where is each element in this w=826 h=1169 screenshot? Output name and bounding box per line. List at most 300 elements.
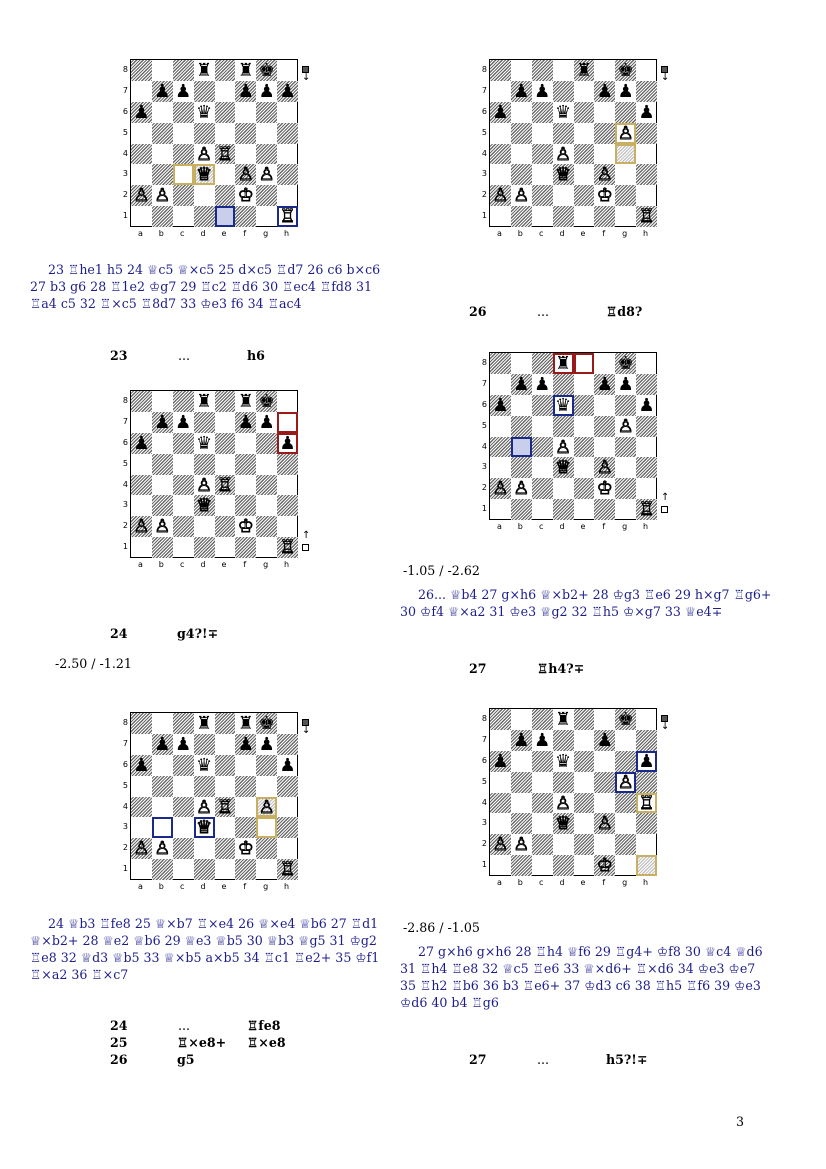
board-square [173, 102, 194, 123]
chess-piece: ♔ [596, 185, 613, 207]
chess-piece: ♟ [596, 373, 613, 395]
board-square [235, 495, 256, 516]
board-square [511, 751, 532, 772]
board-square [152, 391, 173, 412]
board-square [574, 81, 595, 102]
rank-label: 5 [122, 780, 128, 790]
board-square [152, 537, 173, 558]
board-square [131, 123, 152, 144]
board-square [615, 437, 636, 458]
chess-piece: ♙ [554, 436, 572, 458]
chess-piece: ♟ [638, 750, 655, 772]
chess-piece: ♖ [279, 859, 296, 881]
chess-piece: ♙ [617, 771, 634, 793]
board-square [594, 499, 615, 520]
chess-piece: ♕ [554, 457, 572, 479]
board-square [215, 412, 236, 433]
page-number: 3 [736, 1114, 745, 1129]
chess-piece: ♜ [195, 60, 213, 81]
board-square [511, 813, 532, 834]
board-square [490, 123, 511, 144]
board-square [511, 164, 532, 185]
chess-piece: ♚ [617, 709, 634, 730]
board-square [490, 144, 511, 165]
rank-label: 7 [122, 416, 128, 426]
chess-piece: ♟ [154, 733, 171, 755]
board-square [532, 416, 553, 437]
chess-piece: ♙ [513, 185, 530, 207]
chess-piece: ♟ [258, 733, 275, 755]
arrow-down-icon: ↓ [661, 721, 670, 732]
board-square [615, 751, 636, 772]
chess-piece: ♙ [492, 478, 509, 500]
chess-piece: ♟ [638, 394, 655, 416]
board-square [490, 855, 511, 876]
rank-label: 6 [481, 399, 487, 409]
black-move: h6 [247, 348, 265, 363]
move-highlight [511, 437, 532, 458]
board-square [235, 454, 256, 475]
chess-piece: ♟ [513, 729, 530, 751]
board-square [532, 709, 553, 730]
chess-piece: ♖ [638, 206, 655, 228]
board-square [532, 457, 553, 478]
chess-piece: ♙ [492, 185, 509, 207]
file-label: g [622, 229, 628, 238]
board-square [511, 793, 532, 814]
rank-label: 4 [122, 801, 128, 811]
chess-piece: ♖ [216, 143, 233, 165]
chess-piece: ♙ [596, 813, 613, 835]
board-square [574, 730, 595, 751]
board-square [636, 772, 657, 793]
chess-piece: ♛ [554, 394, 572, 416]
chess-piece: ♙ [596, 164, 613, 186]
board-square [277, 776, 298, 797]
rank-label: 1 [122, 542, 128, 552]
board-square [490, 457, 511, 478]
chess-piece: ♟ [175, 411, 192, 433]
board-square [256, 755, 277, 776]
file-label: b [158, 229, 164, 238]
engine-evaluation: -2.50 / -1.21 [55, 656, 132, 671]
side-to-move-icon [302, 544, 309, 551]
rank-label: 7 [481, 734, 487, 744]
move-number: 25 [110, 1035, 128, 1050]
board-square [636, 416, 657, 437]
file-label: a [496, 229, 502, 238]
board-square [235, 433, 256, 454]
board-square [636, 437, 657, 458]
rank-label: 3 [122, 822, 128, 832]
chess-piece: ♟ [513, 373, 530, 395]
board-square [277, 164, 298, 185]
move-highlight [615, 144, 636, 165]
board-square [615, 730, 636, 751]
variation-line: 23 ♖he1 h5 24 ♕c5 ♕×c5 25 d×c5 ♖d7 26 c6 b×c6 27 b3 g6 28 ♖1e2 ♔g7 29 ♖c2 ♖d6 30 ♖ec4 ♖fd8 31 ♖a4 c5 32 ♖×c5 ♖8d7 33 ♔e3 f6 34 ♖ac4 [30, 262, 381, 311]
variation-line: 27 g×h6 g×h6 28 ♖h4 ♕f6 29 ♖g4+ ♔f8 30 ♕c4 ♕d6 31 ♖h4 ♖e8 32 ♕c5 ♖e6 33 ♕×d6+ ♖×d6 34 ♔e3 ♔e7 35 ♖h2 ♖b6 36 b3 ♖e6+ 37 ♔d3 c6 38 ♖h5 ♖f6 39 ♔e3 ♔d6 40 b4 ♖g6 [400, 944, 763, 1010]
rank-label: 1 [122, 864, 128, 874]
rank-label: 6 [481, 755, 487, 765]
white-move: ... [178, 1018, 191, 1033]
board-square [532, 793, 553, 814]
rank-label: 4 [481, 148, 487, 158]
board-square [256, 838, 277, 859]
board-square [490, 730, 511, 751]
chess-piece: ♛ [554, 101, 572, 123]
rank-label: 2 [481, 483, 487, 493]
chess-piece: ♟ [492, 101, 509, 123]
board-square [152, 164, 173, 185]
board-square [594, 206, 615, 227]
file-label: a [137, 229, 143, 238]
board-square [277, 60, 298, 81]
board-square [215, 495, 236, 516]
board-square [532, 499, 553, 520]
board-square [594, 834, 615, 855]
move-highlight [152, 817, 173, 838]
board-square [511, 709, 532, 730]
board-square [553, 206, 574, 227]
board-square [131, 475, 152, 496]
board-square [636, 60, 657, 81]
board-square [511, 353, 532, 374]
white-move: g4?!∓ [177, 626, 219, 641]
board-square [173, 144, 194, 165]
white-move: ♖h4?∓ [537, 661, 585, 676]
board-square [553, 478, 574, 499]
chess-piece: ♟ [133, 432, 150, 454]
rank-label: 3 [481, 462, 487, 472]
chess-piece: ♖ [216, 474, 233, 496]
white-move: ... [178, 348, 191, 363]
board-square [256, 102, 277, 123]
board-square [277, 495, 298, 516]
board-square [235, 797, 256, 818]
chess-piece: ♟ [617, 373, 634, 395]
board-square [532, 772, 553, 793]
chess-piece: ♙ [258, 796, 275, 818]
board-square [532, 395, 553, 416]
board-square [594, 416, 615, 437]
chess-piece: ♜ [195, 713, 213, 734]
board-square [194, 859, 215, 880]
board-square [532, 751, 553, 772]
chess-piece: ♙ [554, 792, 572, 814]
chess-diagram-2 [130, 390, 298, 558]
board-square [490, 353, 511, 374]
board-square [636, 374, 657, 395]
board-square [131, 495, 152, 516]
file-label: d [559, 522, 565, 531]
file-label: g [622, 522, 628, 531]
rank-label: 1 [481, 860, 487, 870]
board-square [235, 475, 256, 496]
board-square [553, 834, 574, 855]
board-square [594, 353, 615, 374]
board-square [173, 516, 194, 537]
chess-piece: ♟ [175, 80, 192, 102]
board-square [215, 817, 236, 838]
board-square [256, 454, 277, 475]
board-square [173, 776, 194, 797]
board-square [194, 454, 215, 475]
board-square [173, 475, 194, 496]
board-square [235, 859, 256, 880]
board-square [277, 838, 298, 859]
chess-piece: ♟ [534, 373, 551, 395]
board-square [256, 433, 277, 454]
board-square [235, 537, 256, 558]
board-square [131, 713, 152, 734]
board-square [215, 734, 236, 755]
board-square [511, 457, 532, 478]
file-label: c [538, 229, 544, 238]
board-square [215, 185, 236, 206]
file-label: a [137, 560, 143, 569]
chess-piece: ♟ [154, 411, 171, 433]
chess-piece: ♙ [513, 478, 530, 500]
chess-piece: ♙ [133, 185, 150, 207]
chess-piece: ♟ [534, 80, 551, 102]
file-label: e [580, 229, 586, 238]
chess-piece: ♕ [554, 164, 572, 186]
board-square [277, 817, 298, 838]
rank-label: 7 [481, 378, 487, 388]
file-label: d [200, 560, 206, 569]
board-square [490, 813, 511, 834]
file-label: a [496, 878, 502, 887]
move-number: 26 [469, 304, 487, 319]
chess-piece: ♟ [279, 432, 296, 454]
board-square [574, 709, 595, 730]
rank-label: 3 [481, 169, 487, 179]
board-square [131, 454, 152, 475]
file-label: f [243, 882, 247, 891]
board-square [574, 185, 595, 206]
board-square [636, 730, 657, 751]
board-square [511, 499, 532, 520]
chess-piece: ♚ [258, 713, 275, 734]
board-square [574, 416, 595, 437]
board-square [636, 144, 657, 165]
board-square [511, 102, 532, 123]
board-square [277, 102, 298, 123]
board-square [131, 206, 152, 227]
file-label: e [580, 522, 586, 531]
board-square [194, 838, 215, 859]
board-square [215, 713, 236, 734]
move-highlight [636, 855, 657, 876]
board-square [553, 855, 574, 876]
board-square [511, 206, 532, 227]
board-square [594, 60, 615, 81]
board-square [256, 859, 277, 880]
rank-label: 5 [122, 458, 128, 468]
chess-piece: ♚ [258, 60, 275, 81]
board-square [152, 60, 173, 81]
board-square [131, 797, 152, 818]
board-square [574, 457, 595, 478]
rank-label: 2 [122, 190, 128, 200]
board-square [152, 776, 173, 797]
chess-piece: ♙ [195, 143, 213, 165]
board-square [131, 537, 152, 558]
file-label: e [221, 229, 227, 238]
black-move: ♖fe8 [247, 1018, 281, 1033]
board-square [215, 123, 236, 144]
chess-piece: ♔ [596, 478, 613, 500]
chess-piece: ♟ [596, 80, 613, 102]
file-label: c [538, 522, 544, 531]
board-square [490, 499, 511, 520]
board-square [574, 102, 595, 123]
chess-piece: ♜ [195, 391, 213, 412]
chess-piece: ♙ [617, 122, 634, 144]
board-square [511, 60, 532, 81]
chess-piece: ♟ [617, 80, 634, 102]
board-square [553, 374, 574, 395]
board-square [553, 416, 574, 437]
chess-piece: ♖ [638, 499, 655, 521]
board-square [636, 478, 657, 499]
chess-piece: ♛ [195, 432, 213, 454]
rank-label: 6 [122, 437, 128, 447]
board-square [235, 817, 256, 838]
board-square [574, 751, 595, 772]
board-square [490, 416, 511, 437]
board-square [194, 185, 215, 206]
board-square [553, 730, 574, 751]
arrow-down-icon: ↓ [661, 72, 670, 83]
rank-label: 2 [481, 190, 487, 200]
rank-label: 4 [481, 441, 487, 451]
board-square [173, 755, 194, 776]
board-square [636, 813, 657, 834]
move-highlight [574, 353, 595, 374]
rank-label: 3 [122, 169, 128, 179]
move-number: 27 [469, 661, 487, 676]
chess-piece: ♔ [596, 855, 613, 877]
board-square [553, 60, 574, 81]
chess-piece: ♙ [195, 474, 213, 496]
engine-evaluation: -2.86 / -1.05 [403, 920, 480, 935]
board-square [131, 412, 152, 433]
rank-label: 1 [481, 211, 487, 221]
chess-piece: ♙ [154, 185, 171, 207]
board-square [215, 164, 236, 185]
file-label: g [622, 878, 628, 887]
chess-piece: ♙ [513, 834, 530, 856]
board-square [277, 391, 298, 412]
rank-label: 8 [122, 718, 128, 727]
chess-piece: ♟ [279, 754, 296, 776]
white-move: ♖×e8+ [177, 1035, 227, 1050]
board-square [615, 206, 636, 227]
board-square [615, 478, 636, 499]
chess-piece: ♖ [216, 796, 233, 818]
board-square [574, 478, 595, 499]
chess-piece: ♕ [195, 817, 213, 839]
file-label: c [179, 882, 185, 891]
chess-piece: ♟ [133, 101, 150, 123]
black-move: h5?!∓ [606, 1052, 648, 1067]
rank-label: 7 [481, 85, 487, 95]
chess-piece: ♙ [195, 796, 213, 818]
file-label: g [263, 229, 269, 238]
file-label: d [559, 878, 565, 887]
rank-label: 7 [122, 738, 128, 748]
board-square [636, 81, 657, 102]
chess-piece: ♜ [237, 713, 254, 734]
board-square [131, 60, 152, 81]
move-highlight [173, 164, 194, 185]
board-square [173, 206, 194, 227]
board-square [215, 81, 236, 102]
board-square [615, 813, 636, 834]
chess-piece: ♟ [237, 411, 254, 433]
chess-piece: ♙ [492, 834, 509, 856]
board-square [277, 797, 298, 818]
rank-label: 5 [481, 776, 487, 786]
chess-piece: ♚ [258, 391, 275, 412]
rank-label: 1 [481, 504, 487, 514]
board-square [235, 102, 256, 123]
board-square [152, 797, 173, 818]
board-square [256, 516, 277, 537]
board-square [215, 838, 236, 859]
chess-piece: ♟ [492, 394, 509, 416]
board-square [173, 433, 194, 454]
chess-piece: ♟ [258, 80, 275, 102]
board-square [532, 478, 553, 499]
board-square [532, 855, 553, 876]
board-square [194, 537, 215, 558]
file-label: c [179, 560, 185, 569]
board-square [215, 859, 236, 880]
board-square [532, 813, 553, 834]
board-square [594, 709, 615, 730]
chess-diagram-3 [130, 712, 298, 880]
board-square [152, 102, 173, 123]
chess-piece: ♕ [195, 495, 213, 517]
chess-piece: ♕ [195, 164, 213, 186]
board-square [615, 457, 636, 478]
board-square [532, 164, 553, 185]
board-square [173, 185, 194, 206]
board-square [532, 437, 553, 458]
board-square [490, 709, 511, 730]
board-square [194, 734, 215, 755]
board-square [215, 516, 236, 537]
move-number: 26 [110, 1052, 128, 1067]
chess-piece: ♙ [154, 838, 171, 860]
file-label: a [496, 522, 502, 531]
board-square [131, 144, 152, 165]
board-square [256, 537, 277, 558]
black-move: ♖d8? [606, 304, 643, 319]
chess-piece: ♙ [554, 143, 572, 165]
chess-piece: ♟ [237, 733, 254, 755]
file-label: h [284, 882, 290, 891]
file-label: c [538, 878, 544, 887]
chess-diagram-5 [489, 352, 657, 520]
rank-label: 2 [122, 521, 128, 531]
board-square [594, 751, 615, 772]
file-label: d [559, 229, 565, 238]
board-square [173, 797, 194, 818]
chess-piece: ♟ [492, 750, 509, 772]
